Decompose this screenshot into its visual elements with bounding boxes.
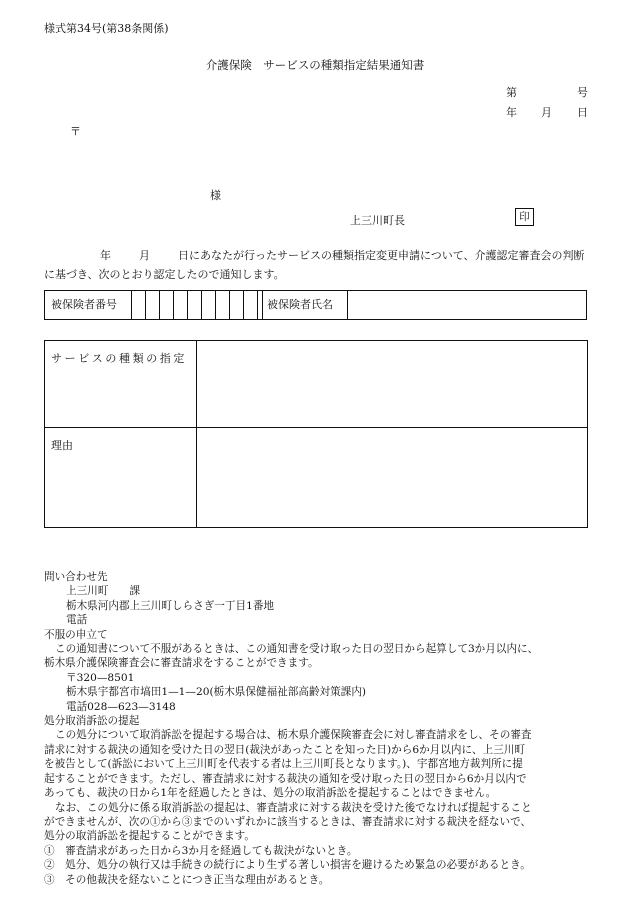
cell-divider [131,291,132,319]
doc-number-prefix: 第 [506,86,517,99]
lawsuit-text: ができませんが、次の①から③までのいずれかに該当するときは、審査請求に対する裁決を経ないで、 [44,815,532,828]
digit-cell [243,291,244,319]
date-day: 日 [577,106,588,119]
lawsuit-heading: 処分取消訴訟の提起 [44,715,140,728]
digit-cell [229,291,230,319]
table-row-divider [45,427,587,428]
digit-cell [257,291,258,319]
notice-text: 日にあなたが行ったサービスの種類指定変更申請について、介護認定審査会の判断に基づき、次のとおり認定したので通知します。 [44,249,585,281]
notice-year: 年 [100,249,111,262]
digit-cell [145,291,146,319]
document-title: 介護保険 サービスの種類指定結果通知書 [205,58,425,72]
cell-divider [262,291,263,319]
digit-cell [187,291,188,319]
lawsuit-item: ② 処分、処分の執行又は手続きの続行により生ずる著しい損害を避けるため緊急の必要があるとき。 [44,859,531,872]
seal-mark: 印 [515,208,534,226]
lawsuit-text: あっても、裁決の日から1年を経過したときは、処分の取消訴訟を提起することはできません。 [44,787,497,800]
lawsuit-text: 請求に対する裁決の通知を受けた日の翌日(裁決があったことを知った日)から6か月以内に、上三川町 [44,743,526,756]
service-table [44,340,588,528]
digit-cell [173,291,174,319]
insured-table [44,290,587,320]
inquiry-phone: 電話 [66,614,88,627]
objection-address: 栃木県宇都宮市塙田1—1—20(栃木県保健福祉部高齢対策課内) [66,686,367,699]
digit-cell [159,291,160,319]
lawsuit-text: を被告として(訴訟において上三川町を代表する者は上三川町長となります。)、宇都宮地方裁判所に提 [44,758,523,771]
objection-postal: 〒320—8501 [66,671,135,684]
issuer-name: 上三川町長 [350,214,405,227]
digit-cell [215,291,216,319]
inquiry-office: 上三川町 課 [66,585,141,598]
objection-phone: 電話028—623—3148 [66,700,176,713]
reason-label: 理由 [51,439,73,452]
information-section [44,570,604,887]
lawsuit-text: 起することができます。ただし、審査請求に対する裁決の通知を受け取った日の翌日から6か月以内で [44,772,527,785]
lawsuit-text: 処分の取消訴訟を提起することができます。 [44,830,256,843]
service-designation-label: サービスの種類の指定 [51,352,187,365]
insured-number-label: 被保険者番号 [51,298,117,311]
date-year: 年 [506,106,517,119]
lawsuit-item: ③ その他裁決を経ないことにつき正当な理由があるとき。 [44,873,330,886]
objection-text-2: 栃木県介護保険審査会に審査請求をすることができます。 [44,657,319,670]
cell-divider [347,291,348,319]
doc-number-suffix: 号 [577,86,588,99]
digit-cell [201,291,202,319]
postal-mark: 〒 [70,125,81,138]
form-number: 様式第34号(第38条関係) [44,22,169,35]
lawsuit-text: なお、この処分に係る取消訴訟の提起は、審査請求に対する裁決を受けた後でなければ提起すること [55,801,532,814]
table-divider [196,341,197,527]
lawsuit-item: ① 審査請求があった日から3か月を経過しても裁決がないとき。 [44,844,358,857]
objection-text-1: この通知書について不服があるときは、この通知書を受け取った日の翌日から起算して3か月以内に、 [55,643,539,656]
notice-month: 月 [139,249,150,262]
inquiry-heading: 問い合わせ先 [44,571,108,583]
objection-heading: 不服の申立て [44,628,108,641]
insured-name-label: 被保険者氏名 [267,298,333,311]
addressee-suffix: 様 [210,189,221,202]
notice-paragraph [44,246,590,284]
lawsuit-text: この処分について取消訴訟を提起する場合は、栃木県介護保険審査会に対し審査請求をし、その審査 [55,729,532,742]
date-month: 月 [541,106,552,119]
inquiry-address: 栃木県河内郡上三川町しらさぎ一丁目1番地 [66,599,275,612]
